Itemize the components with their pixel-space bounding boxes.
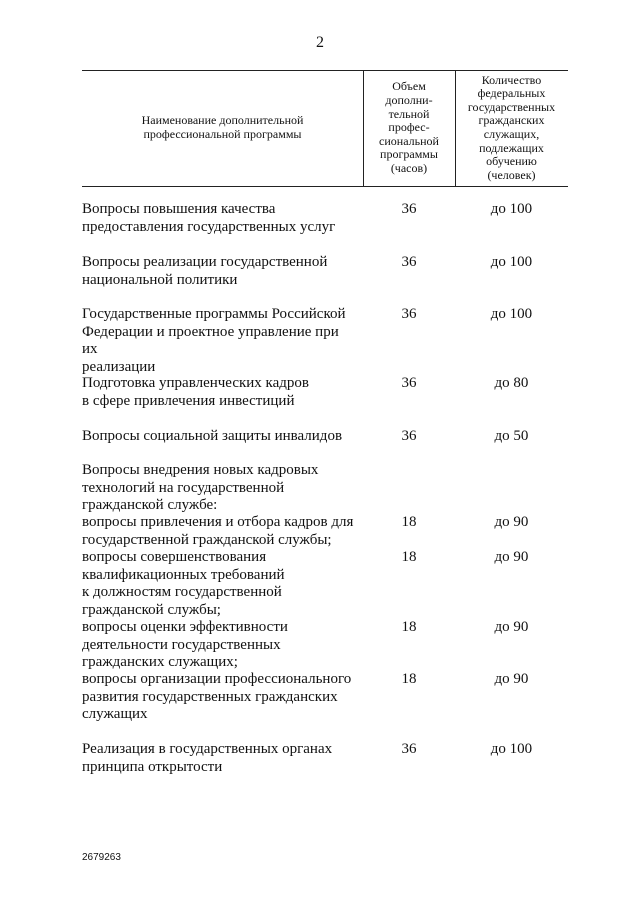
program-name: Вопросы реализации государственной национальной политики bbox=[82, 254, 328, 288]
program-people: до 90 bbox=[494, 549, 529, 565]
table-header-bottom-border bbox=[82, 186, 568, 187]
program-hours: 36 bbox=[401, 428, 417, 444]
program-people: до 90 bbox=[494, 514, 529, 530]
program-people: до 100 bbox=[490, 741, 533, 757]
program-name: вопросы совершенствования квалификационных требований к должностям государственной гражданской службы; bbox=[82, 549, 285, 618]
document-code: 2679263 bbox=[82, 852, 121, 863]
column-header-people: Количество федеральных государственных гражданских служащих, подлежащих обучению (человек) bbox=[467, 72, 556, 182]
column-header-program-name: Наименование дополнительной профессиональной программы bbox=[141, 113, 304, 141]
program-people: до 90 bbox=[494, 671, 529, 687]
program-name: Вопросы социальной защиты инвалидов bbox=[82, 428, 343, 444]
page-number: 2 bbox=[316, 34, 324, 51]
program-hours: 18 bbox=[401, 514, 417, 530]
program-hours: 18 bbox=[401, 619, 417, 635]
program-name: вопросы привлечения и отбора кадров для государственной гражданской службы; bbox=[82, 514, 354, 548]
program-hours: 36 bbox=[401, 741, 417, 757]
program-people: до 100 bbox=[490, 201, 533, 217]
program-hours: 36 bbox=[401, 254, 417, 270]
program-name: Подготовка управленческих кадров в сфере привлечения инвестиций bbox=[82, 375, 309, 409]
program-name: вопросы организации профессионального развития государственных гражданских служащих bbox=[82, 671, 352, 722]
program-hours: 18 bbox=[401, 549, 417, 565]
program-name: вопросы оценки эффективности деятельности государственных гражданских служащих; bbox=[82, 619, 288, 670]
program-name: Реализация в государственных органах принципа открытости bbox=[82, 741, 333, 775]
program-people: до 90 bbox=[494, 619, 529, 635]
program-people: до 80 bbox=[494, 375, 529, 391]
program-hours: 36 bbox=[401, 306, 417, 322]
program-name: Вопросы внедрения новых кадровых технологий на государственной гражданской службе: bbox=[82, 462, 319, 513]
program-people: до 50 bbox=[494, 428, 529, 444]
program-hours: 36 bbox=[401, 201, 417, 217]
program-hours: 18 bbox=[401, 671, 417, 687]
program-name: Вопросы повышения качества предоставления государственных услуг bbox=[82, 201, 336, 235]
program-people: до 100 bbox=[490, 254, 533, 270]
column-header-hours: Объем дополни- тельной профес- сиональной программы (часов) bbox=[379, 79, 439, 175]
program-people: до 100 bbox=[490, 306, 533, 322]
program-hours: 36 bbox=[401, 375, 417, 391]
program-name: Государственные программы Российской Федерации и проектное управление при их реализации bbox=[82, 306, 346, 375]
